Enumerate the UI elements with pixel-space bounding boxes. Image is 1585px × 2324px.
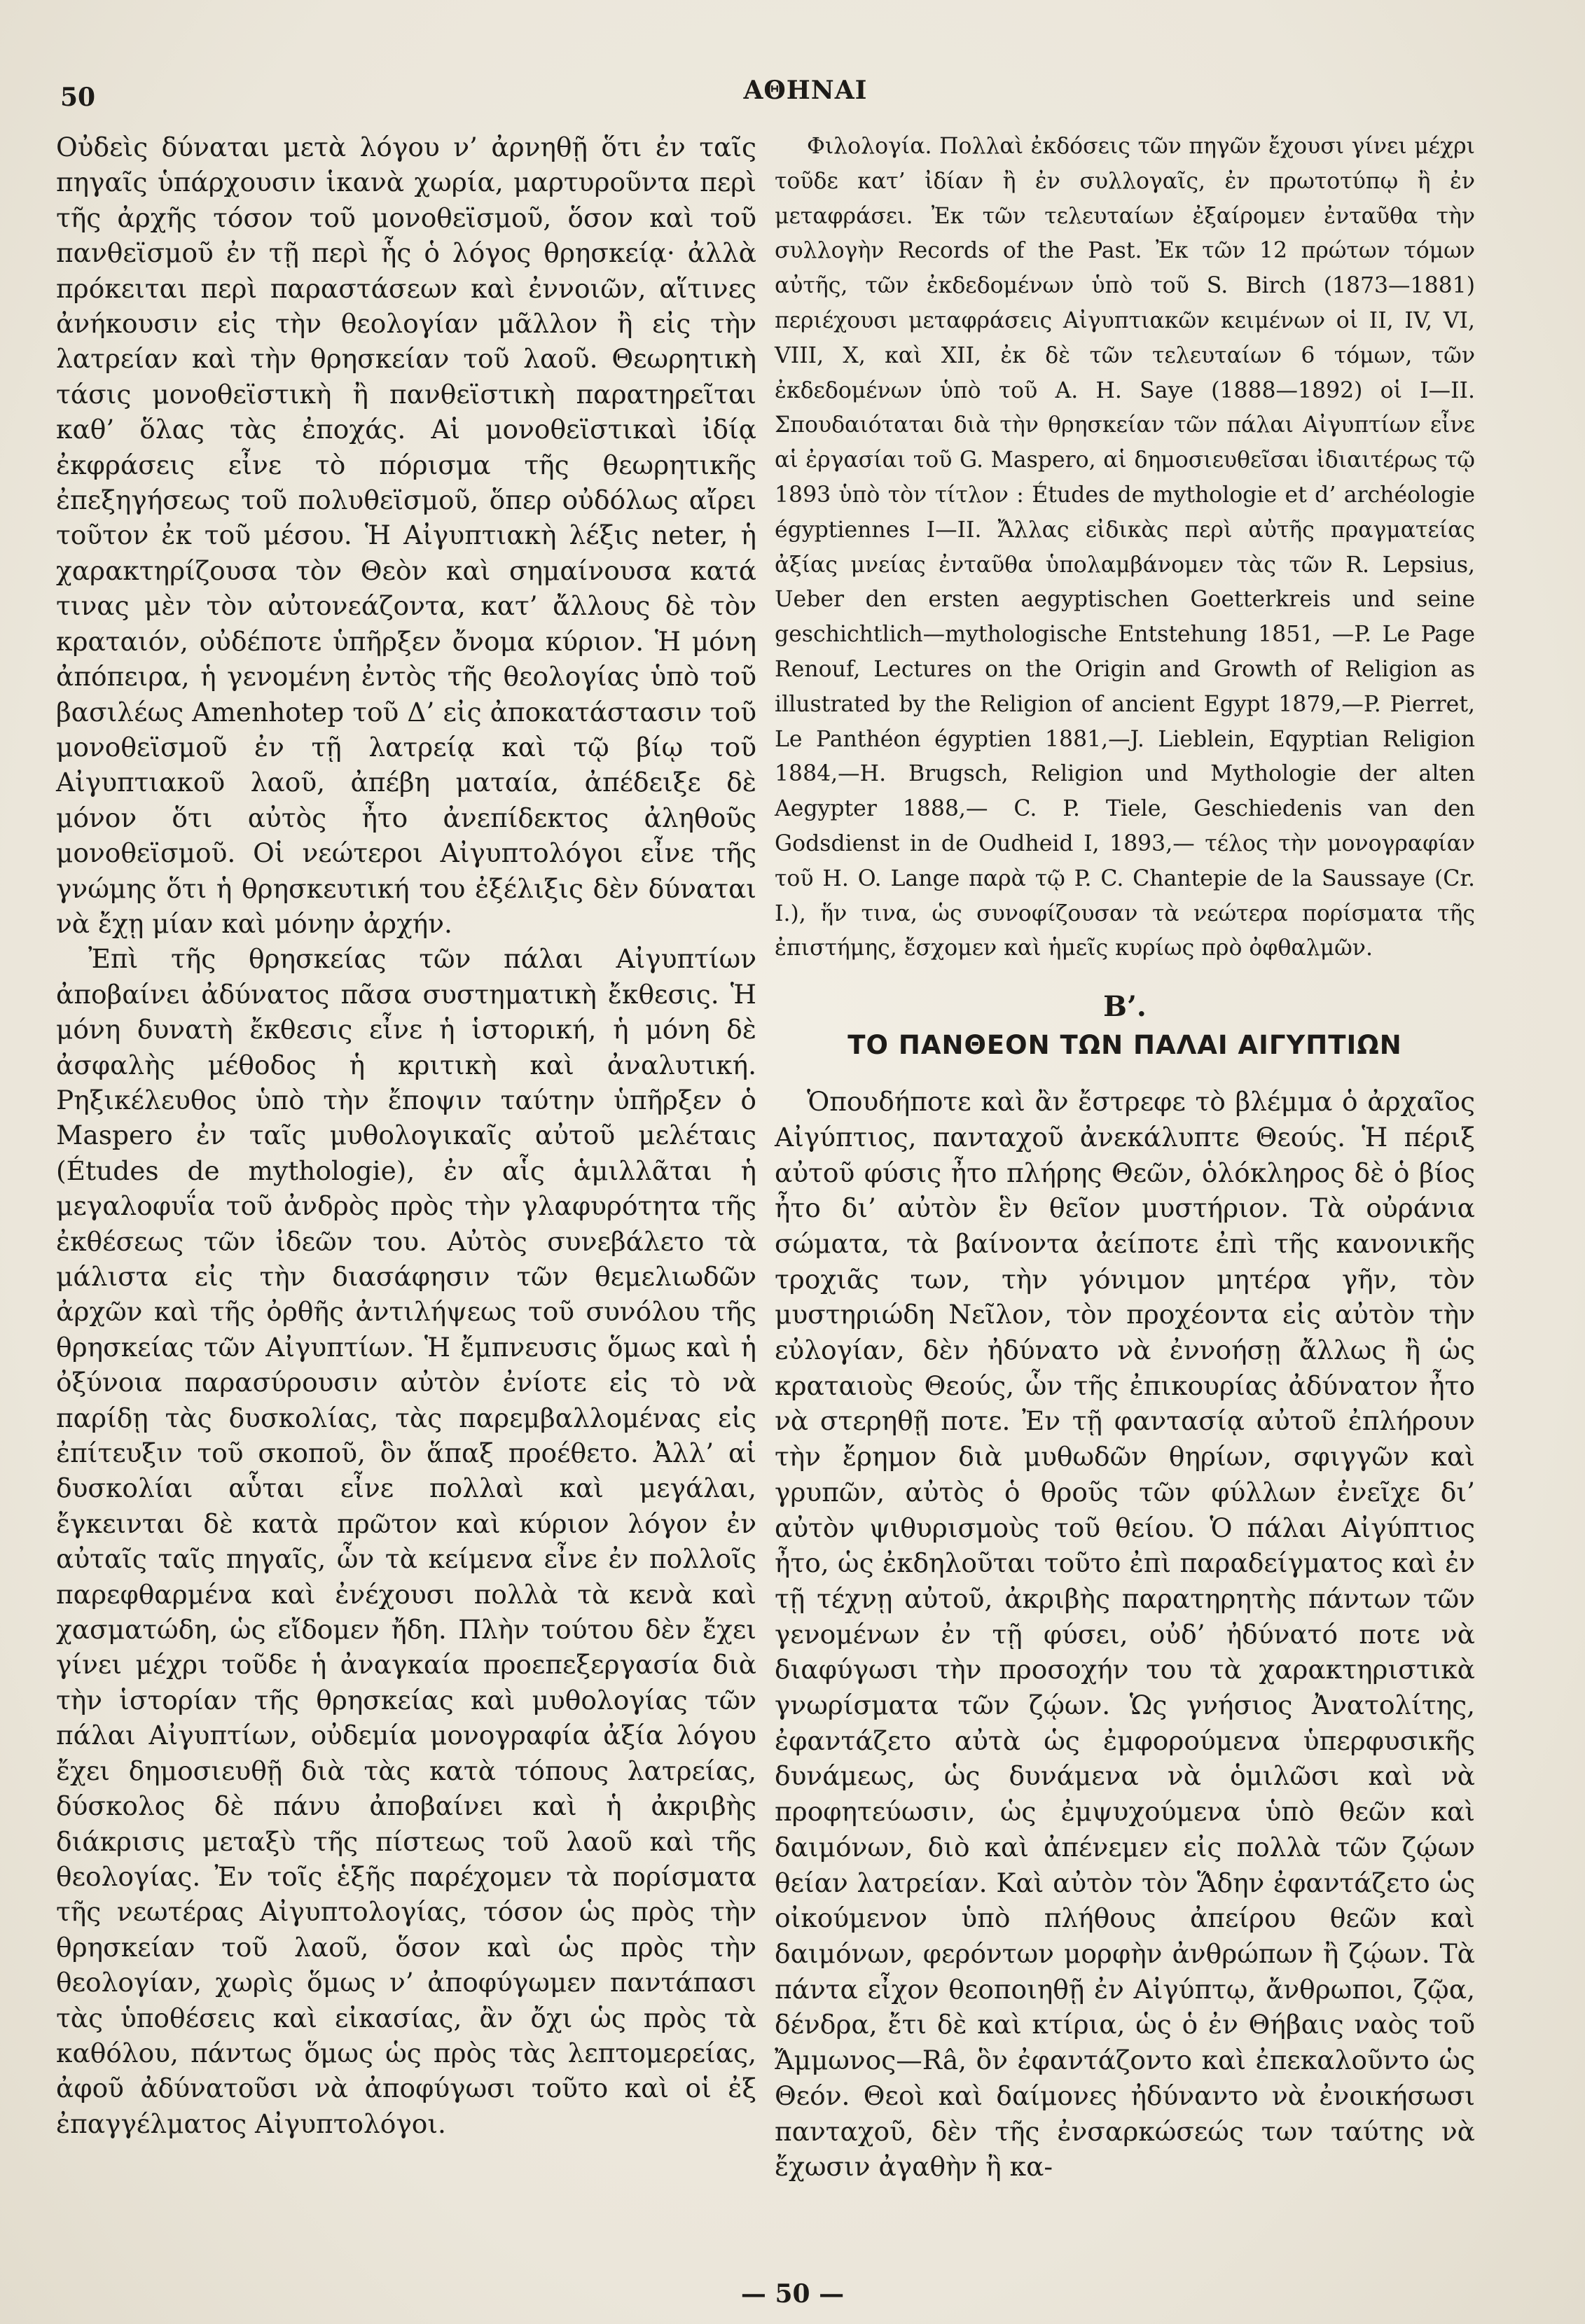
section-number: Β’.: [1103, 990, 1147, 1024]
page-header: [0, 0, 1585, 140]
page-number: 50: [60, 83, 96, 112]
left-paragraph-1: Οὐδεὶς δύναται μετὰ λόγου ν’ ἀρνηθῇ ὅτι ἐν ταῖς πηγαῖς ὑπάρχουσιν ἱκανὰ χωρία, μαρτυροῦντα περὶ τῆς ἀρχῆς τόσον τοῦ μονοθεϊσμοῦ, ὅσον καὶ τοῦ πανθεϊσμοῦ ἐν τῇ περὶ ἧς ὁ λόγος θρησκείᾳ· ἀλλὰ πρόκειται περὶ παραστάσεων καὶ ἐννοιῶν, αἵτινες ἀνήκουσιν εἰς τὴν θεολογίαν μᾶλλον ἢ εἰς τὴν λατρείαν καὶ τὴν θρησκείαν τοῦ λαοῦ. Θεωρητικὴ τάσις μονοθεϊστικὴ ἢ πανθεϊστικὴ παρατηρεῖται καθ’ ὅλας τὰς ἐποχάς. Αἱ μονοθεϊστικαὶ ἰδίᾳ ἐκφράσεις εἶνε τὸ πόρισμα τῆς θεωρητικῆς ἐπεξηγήσεως τοῦ πολυθεϊσμοῦ, ὅπερ οὐδόλως αἴρει τοῦτον ἐκ τοῦ μέσου. Ἡ Αἰγυπτιακὴ λέξις neter, ἡ χαρακτηρίζουσα τὸν Θεὸν καὶ σημαίνουσα κατά τινας μὲν τὸν αὐτονεάζοντα, κατ’ ἄλλους δὲ τὸν κραταιόν, οὐδέποτε ὑπῆρξεν ὄνομα κύριον. Ἡ μόνη ἀπόπειρα, ἡ γενομένη ἐντὸς τῆς θεολογίας ὑπὸ τοῦ βασιλέως Amenhotep τοῦ Δ’ εἰς ἀποκατάστασιν τοῦ μονοθεϊσμοῦ ἐν τῇ λατρείᾳ καὶ τῷ βίῳ τοῦ Αἰγυπτιακοῦ λαοῦ, ἀπέβη ματαία, ἀπέδειξε δὲ μόνον ὅτι αὐτὸς ἦτο ἀνεπίδεκτος ἀληθοῦς μονοθεϊσμοῦ. Οἱ νεώτεροι Αἰγυπτολόγοι εἶνε τῆς γνώμης ὅτι ἡ θρησκευτική του ἐξέλιξις δὲν δύναται νὰ ἔχῃ μίαν καὶ μόνην ἀρχήν.: [56, 132, 756, 939]
bibliography-note: Φιλολογία. Πολλαὶ ἐκδόσεις τῶν πηγῶν ἔχουσι γίνει μέχρι τοῦδε κατ’ ἰδίαν ἢ ἐν συλλογαῖς, ἐν πρωτοτύπῳ ἢ ἐν μεταφράσει. Ἐκ τῶν τελευταίων ἐξαίρομεν ἐνταῦθα τὴν συλλογὴν Records of the Past. Ἐκ τῶν 12 πρώτων τόμων αὐτῆς, τῶν ἐκδεδομένων ὑπὸ τοῦ S. Birch (1873—1881) περιέχουσι μεταφράσεις Αἰγυπτιακῶν κειμένων οἱ II, IV, VI, VIII, X, καὶ XII, ἐκ δὲ τῶν τελευταίων 6 τόμων, τῶν ἐκδεδομένων ὑπὸ τοῦ A. H. Saye (1888—1892) οἱ I—II. Σπουδαιόταται διὰ τὴν θρησκείαν τῶν πάλαι Αἰγυπτίων εἶνε αἱ ἐργασίαι τοῦ G. Maspero, αἱ δημοσιευθεῖσαι ἰδιαιτέρως τῷ 1893 ὑπὸ τὸν τίτλον : Études de mythologie et d’ archéologie égyptiennes I—II. Ἄλλας εἰδικὰς περὶ αὐτῆς πραγματείας ἀξίας μνείας ἐνταῦθα ὑπολαμβάνομεν τὰς τῶν R. Lepsius, Ueber den ersten aegyptischen Goetterkreis und seine geschichtlich—mythologische Entstehung 1851, —P. Le Page Renouf, Lectures on the Origin and Growth of Religion as illustrated by the Religion of ancient Egypt 1879,—P. Pierret, Le Panthéon égyptien 1881,—J. Lieblein, Eqyptian Religion 1884,—H. Brugsch, Religion und Mythologie der alten Aegypter 1888,— C. P. Tiele, Geschiedenis van den Godsdienst in de Oudheid I, 1893,— τέλος τὴν μονογραφίαν τοῦ H. O. Lange παρὰ τῷ P. C. Chantepie de la Saussaye (Cr. I.), ἥν τινα, ὡς συνοφίζουσαν τὰ νεώτερα πορίσματα τῆς ἐπιστήμης, ἔσχομεν καὶ ἡμεῖς κυρίως πρὸ ὀφθαλμῶν.: [775, 134, 1475, 961]
right-column: [775, 130, 1475, 2185]
footer-page-number: — 50 —: [740, 2279, 845, 2309]
section-body: Ὁπουδήποτε καὶ ἂν ἔστρεφε τὸ βλέμμα ὁ ἀρχαῖος Αἰγύπτιος, πανταχοῦ ἀνεκάλυπτε Θεούς. Ἡ πέριξ αὐτοῦ φύσις ἦτο πλήρης Θεῶν, ὁλόκληρος δὲ ὁ βίος ἦτο δι’ αὐτὸν ἓν θεῖον μυστήριον. Τὰ οὐράνια σώματα, τὰ βαίνοντα ἀείποτε ἐπὶ τῆς κανονικῆς τροχιᾶς των, τὴν γόνιμον μητέρα γῆν, τὸν μυστηριώδη Νεῖλον, τὸν προχέοντα εἰς αὐτὸν τὴν εὐλογίαν, δὲν ἠδύνατο νὰ ἐννοήσῃ ἄλλως ἢ ὡς κραταιοὺς Θεούς, ὧν τῆς ἐπικουρίας ἀδύνατον ἦτο νὰ στερηθῇ ποτε. Ἐν τῇ φαντασίᾳ αὐτοῦ ἐπλήρουν τὴν ἔρημον διὰ μυθωδῶν θηρίων, σφιγγῶν καὶ γρυπῶν, αὐτὸς ὁ θροῦς τῶν φύλλων ἐνεῖχε δι’ αὐτὸν ψιθυρισμοὺς τοῦ θείου. Ὁ πάλαι Αἰγύπτιος ἦτο, ὡς ἐκδηλοῦται τοῦτο ἐπὶ παραδείγματος καὶ ἐν τῇ τέχνῃ αὐτοῦ, ἀκριβὴς παρατηρητὴς πάντων τῶν γενομένων ἐν τῇ φύσει, οὐδ’ ἠδύνατό ποτε νὰ διαφύγωσι τὴν προσοχήν του τὰ χαρακτηριστικὰ γνωρίσματα τῶν ζῴων. Ὡς γνήσιος Ἀνατολίτης, ἐφαντάζετο αὐτὰ ὡς ἐμφορούμενα ὑπερφυσικῆς δυνάμεως, ὡς δυνάμενα νὰ ὁμιλῶσι καὶ νὰ προφητεύωσιν, ὡς ἐμψυχούμενα ὑπὸ θεῶν καὶ δαιμόνων, διὸ καὶ ἀπένεμεν εἰς πολλὰ τῶν ζῴων θείαν λατρείαν. Καὶ αὐτὸν τὸν Ἅδην ἐφαντάζετο ὡς οἰκούμενον ὑπὸ πλήθους ἀπείρου θεῶν καὶ δαιμόνων, φερόντων μορφὴν ἀνθρώπων ἢ ζῴων. Τὰ πάντα εἶχον θεοποιηθῇ ἐν Αἰγύπτῳ, ἄνθρωποι, ζῷα, δένδρα, ἔτι δὲ καὶ κτίρια, ὡς ὁ ἐν Θήβαις ναὸς τοῦ Ἄμμωνος—Râ, ὃν ἐφαντάζοντο καὶ ἐπεκαλοῦντο ὡς Θεόν. Θεοὶ καὶ δαίμονες ἠδύναντο νὰ ἐνοικήσωσι πανταχοῦ, δὲν τῆς ἐνσαρκώσεώς των ταύτης νὰ ἔχωσιν ἀγαθὴν ἢ κα-: [775, 1086, 1475, 2183]
running-title: ΑΘΗΝΑΙ: [743, 76, 868, 105]
left-column: [56, 130, 756, 2141]
left-paragraph-2: Ἐπὶ τῆς θρησκείας τῶν πάλαι Αἰγυπτίων ἀποβαίνει ἀδύνατος πᾶσα συστηματικὴ ἔκθεσις. Ἡ μόνη δυνατὴ ἔκθεσις εἶνε ἡ ἱστορική, ἡ μόνη δὲ ἀσφαλὴς μέθοδος ἡ κριτικὴ καὶ ἀναλυτική. Ρηξικέλευθος ὑπὸ τὴν ἔποψιν ταύτην ὑπῆρξεν ὁ Maspero ἐν ταῖς μυθολογικαῖς αὐτοῦ μελέταις (Études de mythologie), ἐν αἷς ἁμιλλᾶται ἡ μεγαλοφυΐα τοῦ ἀνδρὸς πρὸς τὴν γλαφυρότητα τῆς ἐκθέσεως τῶν ἰδεῶν του. Αὐτὸς συνεβάλετο τὰ μάλιστα εἰς τὴν διασάφησιν τῶν θεμελιωδῶν ἀρχῶν καὶ τῆς ὀρθῆς ἀντιλήψεως τοῦ συνόλου τῆς θρησκείας τῶν Αἰγυπτίων. Ἡ ἔμπνευσις ὅμως καὶ ἡ ὀξύνοια παρασύρουσιν αὐτὸν ἐνίοτε εἰς τὸ νὰ παρίδῃ τὰς δυσκολίας, τὰς παρεμβαλλομένας εἰς ἐπίτευξιν τοῦ σκοποῦ, ὃν ἅπαξ προέθετο. Ἀλλ’ αἱ δυσκολίαι αὗται εἶνε πολλαὶ καὶ μεγάλαι, ἔγκεινται δὲ κατὰ πρῶτον καὶ κύριον λόγον ἐν αὐταῖς ταῖς πηγαῖς, ὧν τὰ κείμενα εἶνε ἐν πολλοῖς παρεφθαρμένα καὶ ἐνέχουσι πολλὰ τὰ κενὰ καὶ χασματώδη, ὡς εἴδομεν ἤδη. Πλὴν τούτου δὲν ἔχει γίνει μέχρι τοῦδε ἡ ἀναγκαία προεπεξεργασία διὰ τὴν ἱστορίαν τῆς θρησκείας καὶ μυθολογίας τῶν πάλαι Αἰγυπτίων, οὐδεμία μονογραφία ἀξία λόγου ἔχει δημοσιευθῇ διὰ τὰς κατὰ τόπους λατρείας, δύσκολος δὲ πάνυ ἀποβαίνει καὶ ἡ ἀκριβὴς διάκρισις μεταξὺ τῆς πίστεως τοῦ λαοῦ καὶ τῆς θεολογίας. Ἐν τοῖς ἑξῆς παρέχομεν τὰ πορίσματα τῆς νεωτέρας Αἰγυπτολογίας, τόσον ὡς πρὸς τὴν θρησκείαν τοῦ λαοῦ, ὅσον καὶ ὡς πρὸς τὴν θεολογίαν, χωρὶς ὅμως ν’ ἀποφύγωμεν παντάπασι τὰς ὑποθέσεις καὶ εἰκασίας, ἂν ὄχι ὡς πρὸς τὰ καθόλου, πάντως ὅμως ὡς πρὸς τὰς λεπτομερείας, ἀφοῦ ἀδύνατοῦσι νὰ ἀποφύγωσι τοῦτο καὶ οἱ ἐξ ἐπαγγέλματος Αἰγυπτολόγοι.: [56, 943, 756, 2139]
section-title: ΤΟ ΠΑΝΘΕΟΝ ΤΩΝ ΠΑΛΑΙ ΑΙΓΥΠΤΙΩΝ: [847, 1030, 1402, 1061]
